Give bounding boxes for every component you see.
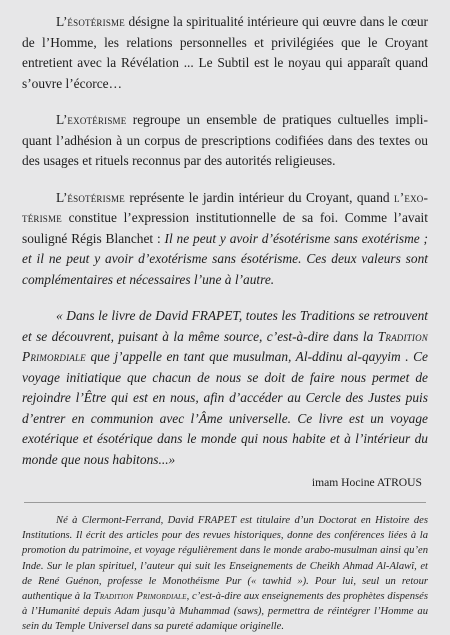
term-exoterism: l’exotérisme [22,189,428,225]
quote-text: « Dans le livre de David FRAPET, toutes les Traditions se retrouvent et se découvrent, puisant à la même source, c’est-à-dire dans la [22,308,428,344]
section-divider [24,502,426,503]
term-esoterism: ésotérisme [67,189,125,205]
paragraph-imam-quote [22,306,428,470]
paragraph-esoterism-definition: L’ésotérisme désigne la spiritualité intérieure qui œuvre dans le cœur de l’Homme, les relations personnelles et privilégiées que le Croyant entretient avec la Révélation ... Le Subtil est le noyau qui apparaît quand s’ouvre l’écorce… [22,14,428,91]
bio-text: , c’est-à-dire aux enseignements des prophètes dispensés à l’Humanité depuis Adam jusqu’à Muhammad (saws), permettra de réintégrer l’Homme au sein du Temple Universel dans sa pureté adamique originelle. [22,591,429,633]
paragraph-text: constitue l’expression institutionnelle de sa foi. Comme l’avait souligné Régis Blanchet : [22,210,428,246]
paragraph-text: désigne la spiritualité intérieure qui œuvre dans le cœur de l’Homme, les relations personnelles et privilégiées que le Croyant entretient avec la Révélation ... Le Subtil est le noyau qui apparaît quand s’ouvre l’écorce… [22,14,428,91]
blanchet-quote: Il ne peut y avoir d’ésotérisme sans exotérisme ; et il ne peut y avoir d’exotérisme sans ésotérisme. Ces deux valeurs sont complémentaires et nécessaires l’une à l’autre. [22,230,428,287]
paragraph-text: regroupe un ensemble de pratiques cultuelles impliquant l’adhésion à un corpus de prescriptions codifiées dans des textes ou des usages et rituels reconnus par des autorités religieuses. [22,112,428,168]
bio-text: Né à Clermont-Ferrand, David FRAPET est titulaire d’un Doctorat en Histoire des Institutions. Il écrit des articles pour des revues historiques, donne des conférences liées à la promotion du patrimoine, et voyage régulièrement dans le monde arabo-musulman ainsi qu’en Inde. Sur le plan spirituel, l’auteur qui suit les Enseignements de Cheikh Ahmad Al-Alawî, et de René Guénon, professe le Monothéisme Pur (« tawhid »). Pour lui, seul un retour authentique à la [22,515,428,603]
quote-signature: imam Hocine ATROUS [311,476,422,489]
term-exoterism: exotérisme [67,112,127,127]
quote-text: que j’appelle en tant que musulman, Al-ddinu al-qayyim . Ce voyage initiatique que chacun de nous se doit de faire nous permet de rejoindre l’Être qui est en nous, afin d’accéder au Cercle des Justes puis d’entrer en communion avec l’Âme universelle. Ce livre est un voyage exotérique et ésotérique dans le monde qui nous habite et à l’intérieur du monde que nous habitons...» [22,349,428,467]
paragraph-comparison: L’ésotérisme représente le jardin intérieur du Croyant, quand l’exotérisme constitue l’expression institutionnelle de sa foi. Comme l’avait souligné Régis Blanchet : Il ne peut y avoir d’ésotérisme sans exotérisme ; et il ne peut y avoir d’exotérisme sans ésotérisme. Ces deux valeurs sont complémentaires et nécessaires l’une à l’autre. [22,189,428,287]
term-primordial-tradition: Tradition Primordiale [22,328,428,364]
author-biography [22,513,428,635]
paragraph-text: représente le jardin intérieur du Croyant, quand [129,189,390,205]
paragraph-exoterism-definition: L’exotérisme regroupe un ensemble de pratiques cultuelles impliquant l’adhésion à un corpus de prescriptions codifiées dans des textes ou des usages et rituels reconnus par des autorités religieuses. [22,112,428,168]
term-esoterism: ésotérisme [67,14,125,29]
term-primordial-tradition: Tradition Primordiale [93,591,187,603]
